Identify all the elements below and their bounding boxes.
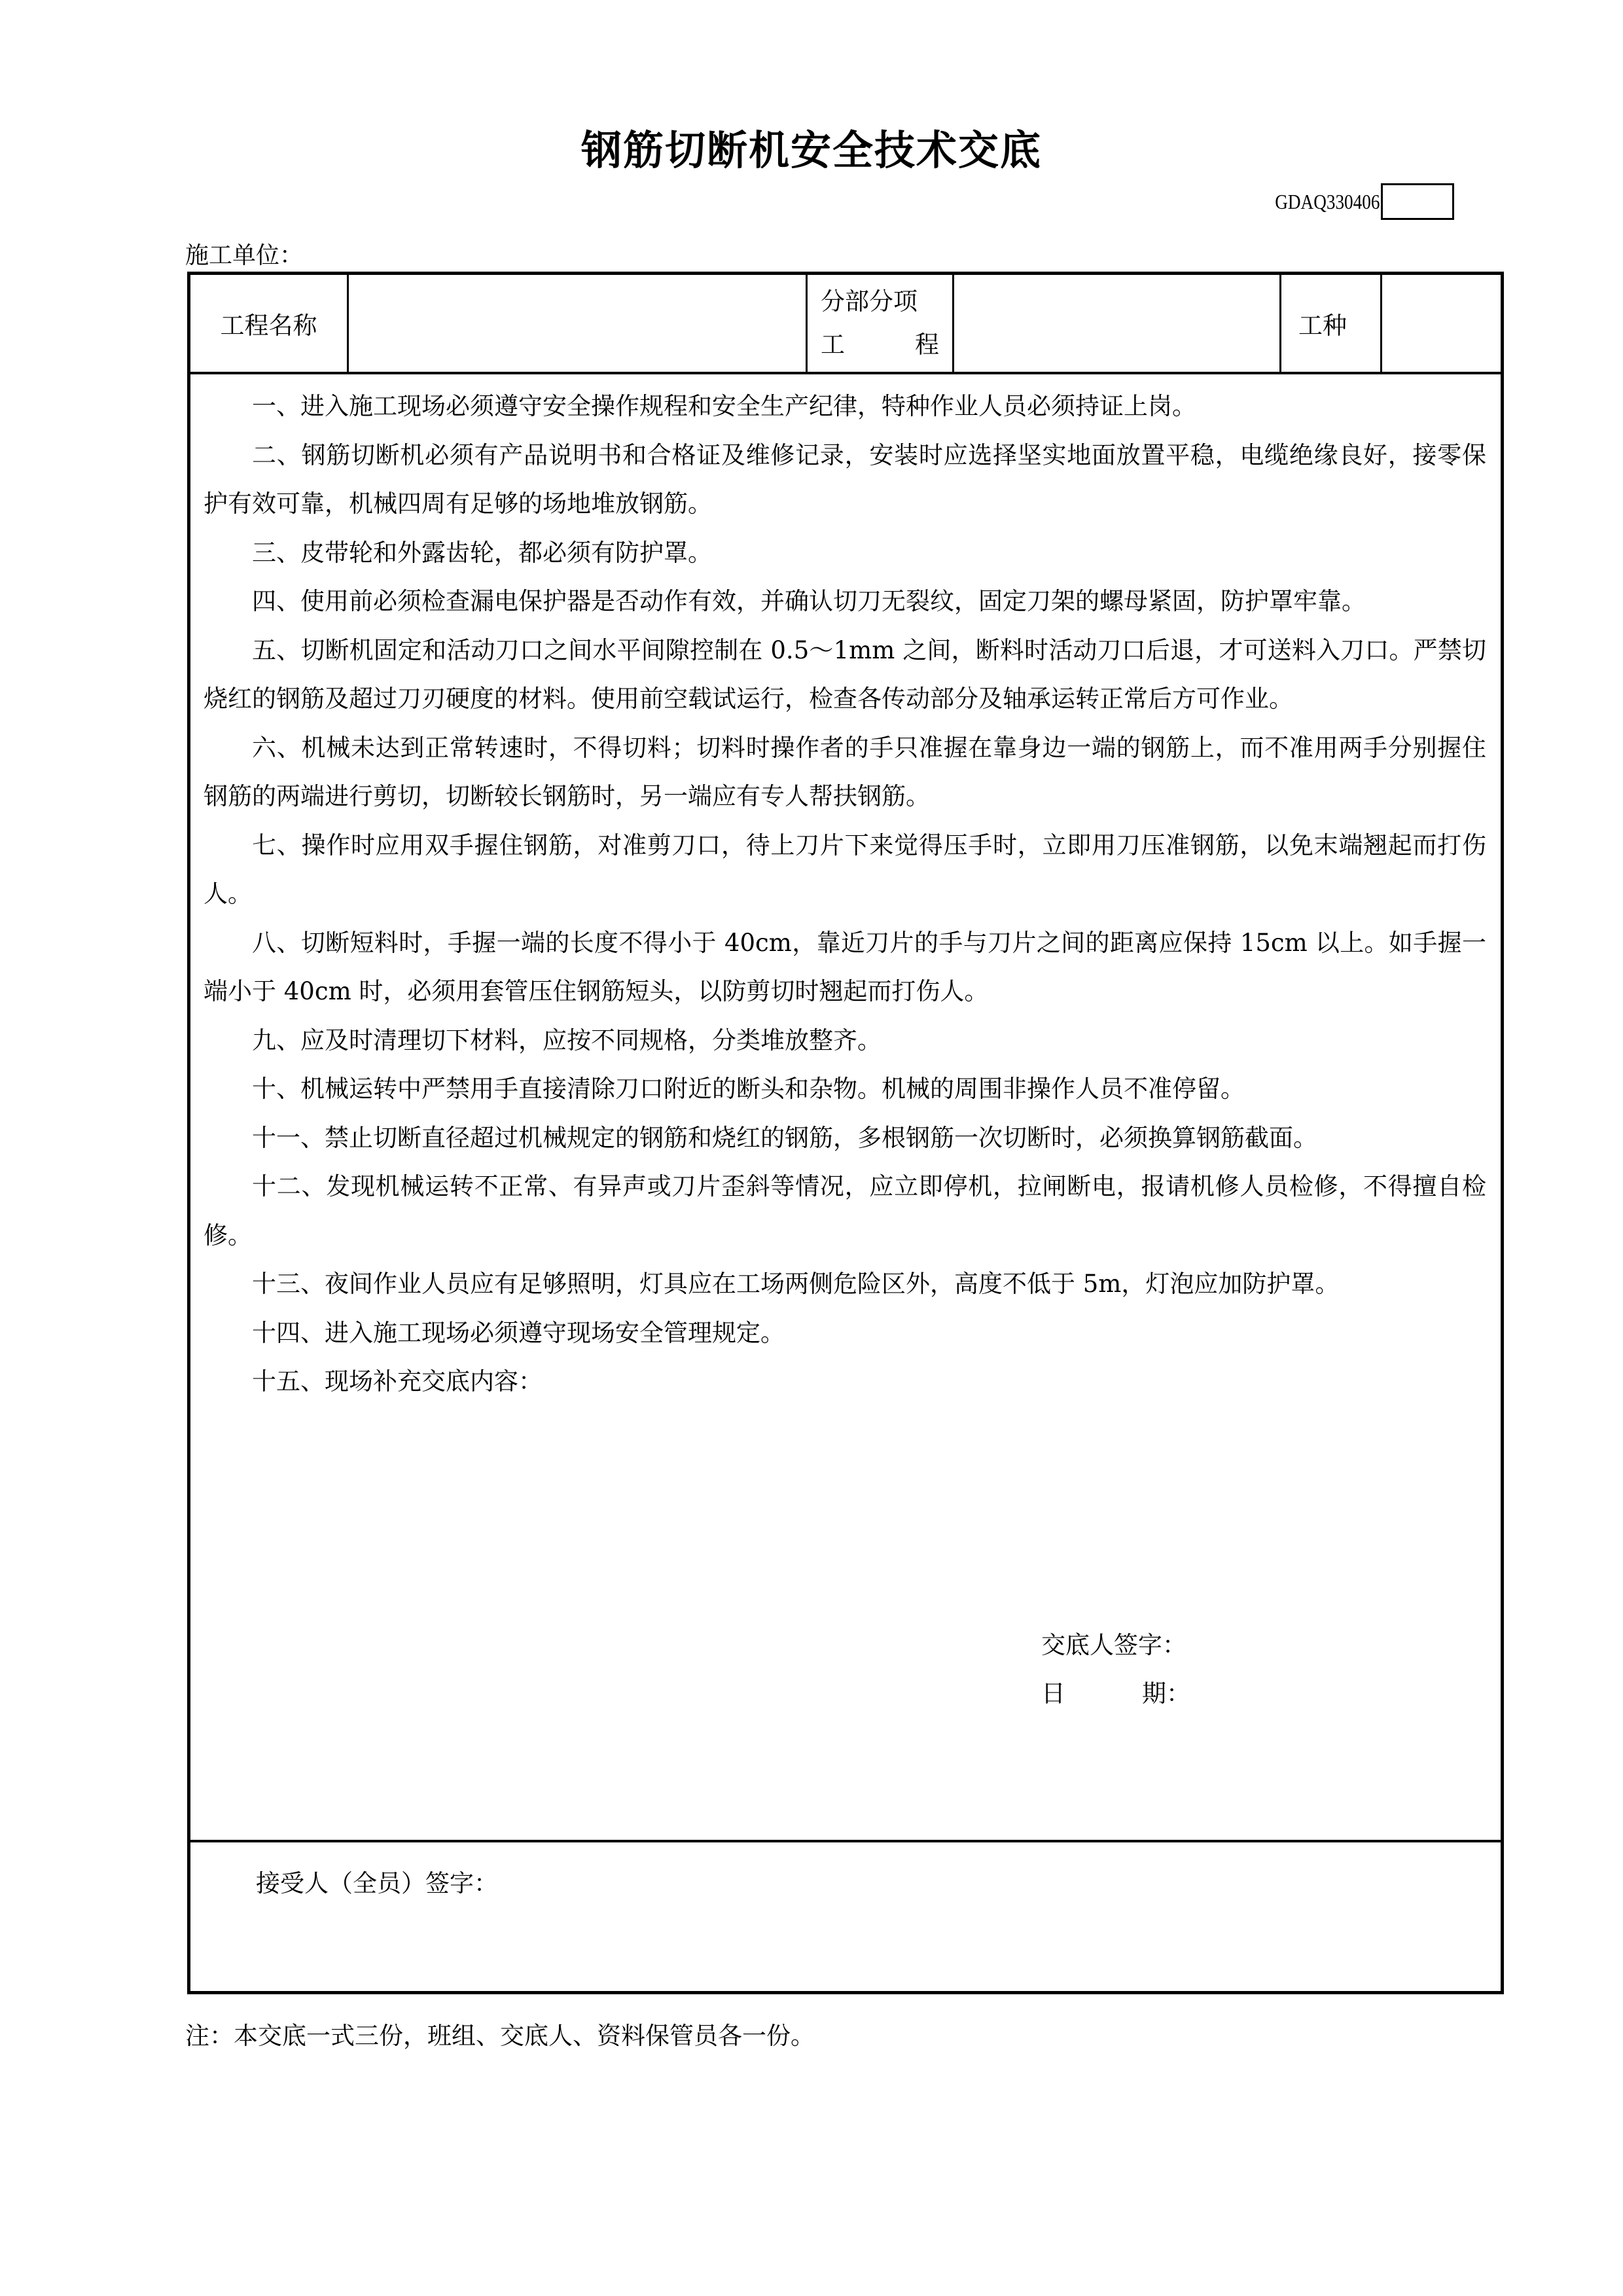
project-name-label: 工程名称 bbox=[190, 275, 349, 372]
document-code bbox=[1257, 182, 1454, 221]
clause-11: 十一、禁止切断直径超过机械规定的钢筋和烧红的钢筋，多根钢筋一次切断时，必须换算钢筋截面。 bbox=[252, 1123, 1317, 1152]
header-row bbox=[190, 275, 1501, 374]
footer-note: 注：本交底一式三份，班组、交底人、资料保管员各一份。 bbox=[185, 2022, 815, 2050]
clause-2: 二、钢筋切断机必须有产品说明书和合格证及维修记录，安装时应选择坚实地面放置平稳，电缆绝缘良好，接零保护有效可靠，机械四周有足够的场地堆放钢筋。 bbox=[204, 440, 1486, 518]
clause-13: 十三、夜间作业人员应有足够照明，灯具应在工场两侧危险区外，高度不低于 5m，灯泡应加防护罩。 bbox=[252, 1270, 1340, 1298]
document-code-suffix-box[interactable] bbox=[1381, 183, 1454, 220]
disclosure-form bbox=[187, 272, 1504, 1994]
clause-12: 十二、发现机械运转不正常、有异声或刀片歪斜等情况，应立即停机，拉闸断电，报请机修人员检修，不得擅自检修。 bbox=[204, 1172, 1486, 1249]
clause-15: 十五、现场补充交底内容： bbox=[252, 1367, 543, 1395]
disclosure-date-label bbox=[1041, 1670, 1190, 1718]
clause-10: 十、机械运转中严禁用手直接清除刀口附近的断头和杂物。机械的周围非操作人员不准停留。 bbox=[252, 1075, 1245, 1103]
date-label-b: 期： bbox=[1142, 1679, 1190, 1708]
sub-project-label-line1: 分部分项 bbox=[821, 287, 918, 315]
sub-project-label-line2 bbox=[821, 323, 939, 367]
sub-project-field[interactable] bbox=[954, 275, 1281, 372]
clause-4: 四、使用前必须检查漏电保护器是否动作有效，并确认切刀无裂纹，固定刀架的螺母紧固，防护罩牢靠。 bbox=[252, 587, 1366, 615]
clause-7: 七、操作时应用双手握住钢筋，对准剪刀口，待上刀片下来觉得压手时，立即用刀压准钢筋，以免末端翘起而打伤人。 bbox=[204, 831, 1486, 908]
clause-8: 八、切断短料时，手握一端的长度不得小于 40cm，靠近刀片的手与刀片之间的距离应保持 15cm 以上。如手握一端小于 40cm 时，必须用套管压住钢筋短头，以防剪切时翘起而打伤人。 bbox=[204, 928, 1486, 1005]
document-title: 钢筋切断机安全技术交底 bbox=[580, 126, 1042, 174]
trade-field[interactable] bbox=[1382, 275, 1504, 372]
discloser-signature-label: 交底人签字： bbox=[1041, 1631, 1186, 1659]
discloser-signature-block bbox=[1041, 1621, 1190, 1718]
disclosure-content-area bbox=[190, 374, 1501, 1842]
receiver-signature-area[interactable] bbox=[190, 1842, 1501, 1994]
clause-1: 一、进入施工现场必须遵守安全操作规程和安全生产纪律，特种作业人员必须持证上岗。 bbox=[252, 392, 1196, 420]
receiver-signature-label: 接受人（全员）签字： bbox=[256, 1869, 498, 1897]
clause-14: 十四、进入施工现场必须遵守现场安全管理规定。 bbox=[252, 1318, 785, 1347]
trade-label: 工种 bbox=[1281, 275, 1382, 372]
sub-project-label-line2-a: 工 bbox=[821, 331, 845, 359]
sub-project-label bbox=[808, 275, 954, 372]
clause-3: 三、皮带轮和外露齿轮，都必须有防护罩。 bbox=[252, 538, 712, 567]
clause-9: 九、应及时清理切下材料，应按不同规格，分类堆放整齐。 bbox=[252, 1026, 882, 1054]
clause-6: 六、机械未达到正常转速时，不得切料；切料时操作者的手只准握在靠身边一端的钢筋上，而不准用两手分别握住钢筋的两端进行剪切，切断较长钢筋时，另一端应有专人帮扶钢筋。 bbox=[204, 733, 1486, 810]
sub-project-label-line2-b: 程 bbox=[915, 331, 939, 359]
date-label-a: 日 bbox=[1041, 1679, 1065, 1708]
document-code-text: GDAQ330406 bbox=[1275, 189, 1380, 213]
construction-unit-label: 施工单位： bbox=[185, 242, 304, 269]
project-name-field[interactable] bbox=[349, 275, 808, 372]
clause-list bbox=[204, 382, 1486, 1407]
clause-5: 五、切断机固定和活动刀口之间水平间隙控制在 0.5～1mm 之间，断料时活动刀口后退，才可送料入刀口。严禁切烧红的钢筋及超过刀刃硬度的材料。使用前空载试运行，检查各传动部分及轴承运转正常后方可作业。 bbox=[204, 636, 1486, 713]
